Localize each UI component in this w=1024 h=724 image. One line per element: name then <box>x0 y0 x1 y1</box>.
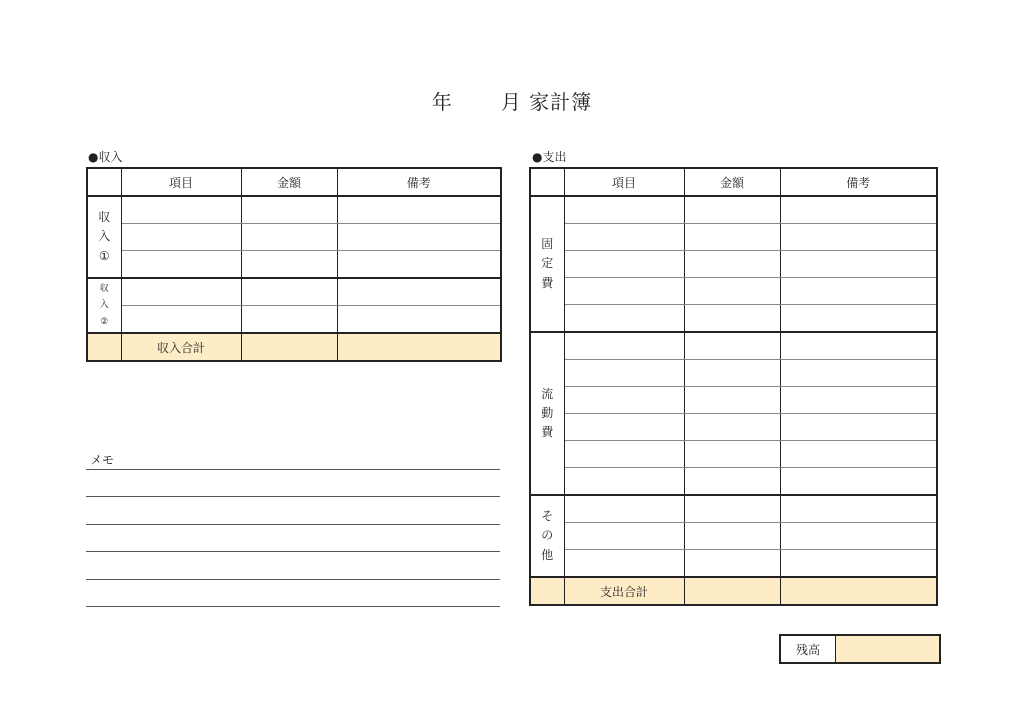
memo-label: メモ <box>90 453 115 467</box>
notes-cell[interactable] <box>780 224 937 251</box>
notes-cell[interactable] <box>780 332 937 360</box>
notes-cell[interactable] <box>337 251 501 279</box>
item-cell[interactable] <box>564 278 684 305</box>
table-row <box>530 387 937 414</box>
amount-cell[interactable] <box>684 495 780 523</box>
item-cell[interactable] <box>564 550 684 578</box>
item-cell[interactable] <box>564 523 684 550</box>
table-row <box>530 414 937 441</box>
income-header-item: 項目 <box>121 168 241 196</box>
memo-line[interactable] <box>86 524 500 525</box>
notes-cell[interactable] <box>780 305 937 333</box>
item-cell[interactable] <box>121 251 241 279</box>
expense-section-label: ●支出 <box>532 150 567 164</box>
notes-cell[interactable] <box>780 414 937 441</box>
table-row <box>87 251 501 279</box>
income-total-label: 収入合計 <box>121 333 241 361</box>
table-row <box>530 495 937 523</box>
item-cell[interactable] <box>121 196 241 224</box>
item-cell[interactable] <box>564 441 684 468</box>
table-row <box>530 278 937 305</box>
table-row <box>87 278 501 306</box>
memo-line[interactable] <box>86 606 500 607</box>
notes-cell[interactable] <box>780 550 937 578</box>
notes-cell[interactable] <box>780 495 937 523</box>
table-row <box>530 251 937 278</box>
expense-table <box>529 167 938 606</box>
notes-cell[interactable] <box>780 278 937 305</box>
table-row <box>87 306 501 334</box>
title-year: 年 <box>431 90 453 114</box>
memo-line[interactable] <box>86 579 500 580</box>
income-header-notes: 備考 <box>337 168 501 196</box>
title-name: 家計簿 <box>529 90 593 114</box>
income-total-notes[interactable] <box>337 333 501 361</box>
amount-cell[interactable] <box>684 550 780 578</box>
title-month: 月 <box>500 90 522 114</box>
table-row <box>530 550 937 578</box>
item-cell[interactable] <box>564 305 684 333</box>
income-table <box>86 167 502 362</box>
expense-header-row <box>530 168 937 196</box>
amount-cell[interactable] <box>684 414 780 441</box>
amount-cell[interactable] <box>684 441 780 468</box>
balance-value[interactable] <box>836 635 941 663</box>
balance-table <box>779 634 941 664</box>
amount-cell[interactable] <box>684 305 780 333</box>
page-title <box>0 86 1024 115</box>
expense-header-notes: 備考 <box>780 168 937 196</box>
income-total-row <box>87 333 501 361</box>
amount-cell[interactable] <box>684 523 780 550</box>
notes-cell[interactable] <box>337 278 501 306</box>
item-cell[interactable] <box>121 224 241 251</box>
table-row <box>87 196 501 224</box>
balance-label: 残高 <box>780 635 836 663</box>
table-row <box>530 360 937 387</box>
income-header-row <box>87 168 501 196</box>
notes-cell[interactable] <box>780 468 937 496</box>
table-row <box>530 224 937 251</box>
notes-cell[interactable] <box>780 196 937 224</box>
amount-cell[interactable] <box>684 468 780 496</box>
expense-header-amount: 金額 <box>684 168 780 196</box>
table-row <box>530 441 937 468</box>
table-row <box>530 523 937 550</box>
notes-cell[interactable] <box>337 224 501 251</box>
table-row <box>530 305 937 333</box>
expense-category-fixed: 固 定 費 <box>530 196 564 332</box>
memo-line[interactable] <box>86 551 500 552</box>
notes-cell[interactable] <box>780 441 937 468</box>
amount-cell[interactable] <box>684 224 780 251</box>
notes-cell[interactable] <box>780 387 937 414</box>
amount-cell[interactable] <box>241 196 337 224</box>
amount-cell[interactable] <box>241 251 337 279</box>
expense-header-item: 項目 <box>564 168 684 196</box>
memo-line[interactable] <box>86 496 500 497</box>
amount-cell[interactable] <box>684 360 780 387</box>
item-cell[interactable] <box>564 224 684 251</box>
item-cell[interactable] <box>564 414 684 441</box>
table-row <box>87 224 501 251</box>
amount-cell[interactable] <box>241 224 337 251</box>
item-cell[interactable] <box>564 332 684 360</box>
amount-cell[interactable] <box>684 332 780 360</box>
income-category-2: 収 入 ② <box>87 278 121 333</box>
notes-cell[interactable] <box>337 196 501 224</box>
expense-total-notes[interactable] <box>780 577 937 605</box>
table-row <box>530 196 937 224</box>
amount-cell[interactable] <box>241 306 337 334</box>
item-cell[interactable] <box>564 251 684 278</box>
income-total-amount[interactable] <box>241 333 337 361</box>
item-cell[interactable] <box>564 360 684 387</box>
item-cell[interactable] <box>564 387 684 414</box>
expense-total-amount[interactable] <box>684 577 780 605</box>
notes-cell[interactable] <box>780 360 937 387</box>
item-cell[interactable] <box>564 495 684 523</box>
notes-cell[interactable] <box>337 306 501 334</box>
expense-category-variable: 流 動 費 <box>530 332 564 495</box>
notes-cell[interactable] <box>780 251 937 278</box>
memo-line[interactable] <box>86 469 500 470</box>
amount-cell[interactable] <box>684 251 780 278</box>
income-category-1: 収 入 ① <box>87 196 121 278</box>
amount-cell[interactable] <box>684 196 780 224</box>
amount-cell[interactable] <box>241 278 337 306</box>
amount-cell[interactable] <box>684 387 780 414</box>
table-row <box>530 332 937 360</box>
item-cell[interactable] <box>564 196 684 224</box>
item-cell[interactable] <box>121 278 241 306</box>
expense-total-label: 支出合計 <box>564 577 684 605</box>
amount-cell[interactable] <box>684 278 780 305</box>
item-cell[interactable] <box>121 306 241 334</box>
expense-total-row <box>530 577 937 605</box>
income-section-label: ●収入 <box>88 150 123 164</box>
item-cell[interactable] <box>564 468 684 496</box>
income-header-amount: 金額 <box>241 168 337 196</box>
expense-category-other: そ の 他 <box>530 495 564 577</box>
table-row <box>530 468 937 496</box>
notes-cell[interactable] <box>780 523 937 550</box>
